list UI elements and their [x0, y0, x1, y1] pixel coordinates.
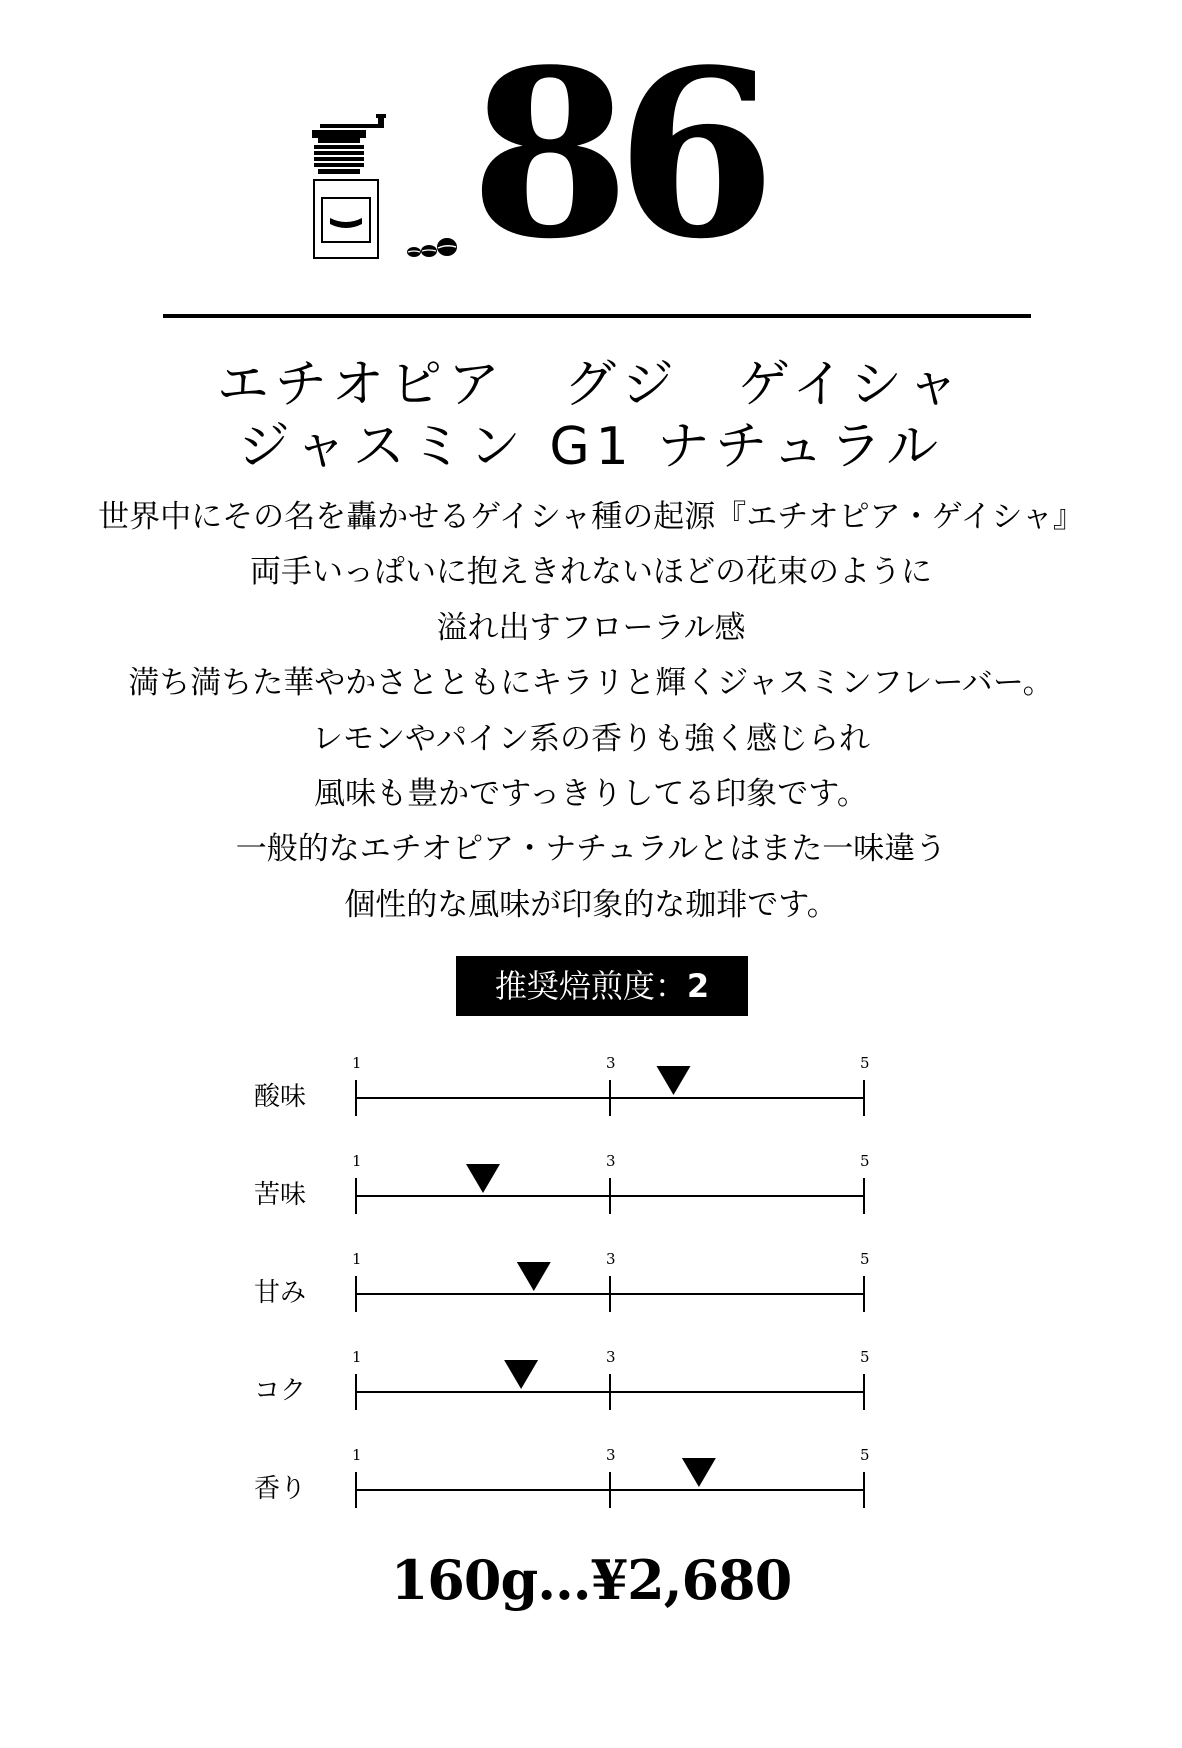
scale-tick-label: 3 — [606, 1446, 616, 1464]
coffee-beans-icon — [406, 234, 458, 260]
taste-scale-row — [254, 1446, 870, 1508]
description-line: 両手いっぱいに抱えきれないほどの花束のように — [250, 554, 932, 591]
taste-label: 苦味 — [254, 1180, 307, 1210]
product-number: 86 — [470, 20, 763, 290]
product-title-line2: ジャスミン G1 ナチュラル — [237, 417, 945, 477]
taste-label: コク — [254, 1376, 307, 1406]
scale-tick-label: 3 — [606, 1152, 616, 1170]
coffee-grinder-icon — [312, 114, 392, 260]
scale-tick-label: 1 — [352, 1054, 362, 1072]
taste-level-marker — [517, 1262, 551, 1291]
scale-tick-label: 1 — [352, 1446, 362, 1464]
roast-level-value: 2 — [686, 967, 710, 1005]
taste-level-marker — [657, 1066, 691, 1095]
taste-scale-row — [254, 1152, 870, 1214]
product-title-line1: エチオピア グジ ゲイシャ — [216, 355, 966, 415]
taste-scale-row — [254, 1054, 870, 1116]
scale-tick-label: 5 — [860, 1152, 870, 1170]
scale-tick-label: 5 — [860, 1250, 870, 1268]
divider — [163, 314, 1031, 318]
roast-level-badge — [456, 956, 748, 1016]
scale-tick-label: 1 — [352, 1152, 362, 1170]
scale-tick-label: 1 — [352, 1348, 362, 1366]
scale-tick-label: 3 — [606, 1250, 616, 1268]
taste-label: 香り — [254, 1474, 307, 1504]
roast-level-label: 推奨焙煎度： — [494, 967, 687, 1005]
taste-level-marker — [504, 1360, 538, 1389]
taste-label: 甘み — [254, 1278, 307, 1308]
scale-tick-label: 3 — [606, 1054, 616, 1072]
taste-scale-row — [254, 1348, 870, 1410]
taste-scale-row — [254, 1250, 870, 1312]
scale-tick-label: 5 — [860, 1054, 870, 1072]
description-line: 満ち満ちた華やかさとともにキラリと輝くジャスミンフレーバー。 — [128, 665, 1054, 702]
taste-level-marker — [682, 1458, 716, 1487]
price: 160g...¥2,680 — [390, 1548, 792, 1612]
description-line: レモンやパイン系の香りも強く感じられ — [312, 720, 870, 757]
scale-tick-label: 1 — [352, 1250, 362, 1268]
scale-tick-label: 5 — [860, 1348, 870, 1366]
description-line: 溢れ出すフローラル感 — [436, 609, 746, 646]
description-line: 個性的な風味が印象的な珈琲です。 — [344, 886, 838, 923]
scale-tick-label: 3 — [606, 1348, 616, 1366]
description — [0, 490, 1182, 933]
taste-level-marker — [466, 1164, 500, 1193]
scale-tick-label: 5 — [860, 1446, 870, 1464]
description-line: 風味も豊かですっきりしてる印象です。 — [314, 775, 868, 812]
taste-label: 酸味 — [254, 1082, 307, 1112]
description-line: 世界中にその名を轟かせるゲイシャ種の起源『エチオピア・ゲイシャ』 — [98, 499, 1084, 535]
taste-scales — [0, 1030, 1182, 1530]
description-line: 一般的なエチオピア・ナチュラルとはまた一味違う — [235, 831, 947, 868]
